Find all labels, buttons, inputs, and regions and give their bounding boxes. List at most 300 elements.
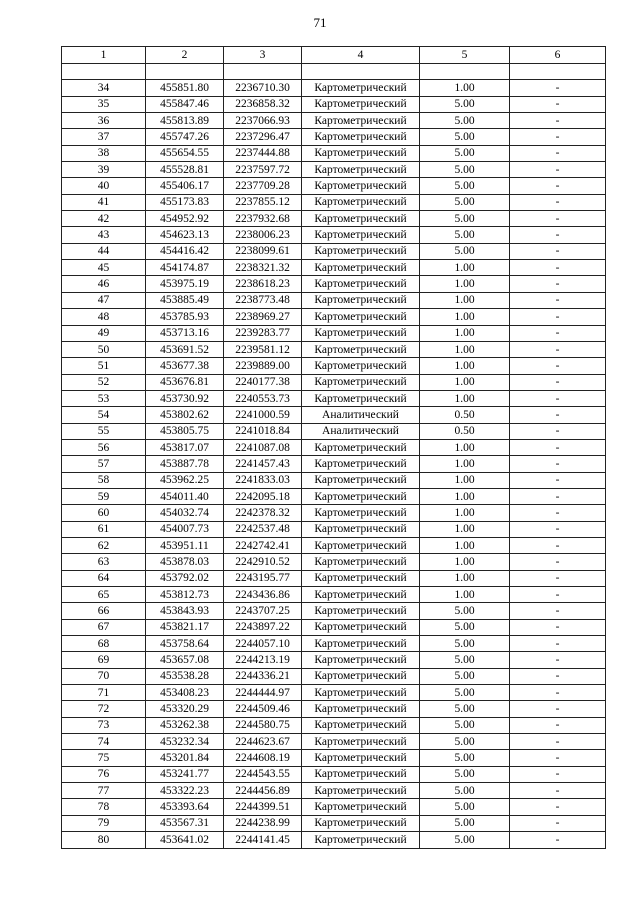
y-coordinate-cell: 2241000.59 bbox=[224, 407, 302, 423]
method-cell: Картометрический bbox=[302, 766, 420, 782]
method-cell: Картометрический bbox=[302, 832, 420, 848]
y-coordinate-cell: 2238773.48 bbox=[224, 292, 302, 308]
y-coordinate-cell: 2243897.22 bbox=[224, 619, 302, 635]
description-cell: - bbox=[510, 325, 606, 341]
point-number-cell: 51 bbox=[62, 358, 146, 374]
description-cell: - bbox=[510, 80, 606, 96]
x-coordinate-cell: 453232.34 bbox=[146, 734, 224, 750]
accuracy-cell: 5.00 bbox=[420, 162, 510, 178]
method-cell: Картометрический bbox=[302, 587, 420, 603]
table-row bbox=[62, 505, 606, 521]
point-number-cell: 37 bbox=[62, 129, 146, 145]
y-coordinate-cell: 2236710.30 bbox=[224, 80, 302, 96]
description-cell: - bbox=[510, 260, 606, 276]
table-row bbox=[62, 554, 606, 570]
accuracy-cell: 1.00 bbox=[420, 554, 510, 570]
accuracy-cell: 1.00 bbox=[420, 80, 510, 96]
coordinates-table bbox=[61, 46, 606, 849]
y-coordinate-cell: 2241457.43 bbox=[224, 456, 302, 472]
x-coordinate-cell: 454623.13 bbox=[146, 227, 224, 243]
x-coordinate-cell: 453322.23 bbox=[146, 783, 224, 799]
accuracy-cell: 1.00 bbox=[420, 456, 510, 472]
x-coordinate-cell: 453241.77 bbox=[146, 766, 224, 782]
accuracy-cell: 5.00 bbox=[420, 701, 510, 717]
description-cell: - bbox=[510, 178, 606, 194]
x-coordinate-cell: 453758.64 bbox=[146, 636, 224, 652]
x-coordinate-cell: 453393.64 bbox=[146, 799, 224, 815]
table-row bbox=[62, 456, 606, 472]
accuracy-cell: 1.00 bbox=[420, 374, 510, 390]
y-coordinate-cell: 2244141.45 bbox=[224, 832, 302, 848]
y-coordinate-cell: 2240553.73 bbox=[224, 390, 302, 406]
description-cell: - bbox=[510, 505, 606, 521]
description-cell: - bbox=[510, 456, 606, 472]
table-row bbox=[62, 145, 606, 161]
x-coordinate-cell: 453262.38 bbox=[146, 717, 224, 733]
y-coordinate-cell: 2244238.99 bbox=[224, 815, 302, 831]
description-cell bbox=[510, 64, 606, 80]
accuracy-cell: 0.50 bbox=[420, 407, 510, 423]
point-number-cell: 55 bbox=[62, 423, 146, 439]
point-number-cell: 53 bbox=[62, 390, 146, 406]
point-number-cell: 61 bbox=[62, 521, 146, 537]
description-cell: - bbox=[510, 162, 606, 178]
description-cell: - bbox=[510, 227, 606, 243]
method-cell: Картометрический bbox=[302, 292, 420, 308]
accuracy-cell: 5.00 bbox=[420, 668, 510, 684]
description-cell: - bbox=[510, 211, 606, 227]
x-coordinate-cell: 455173.83 bbox=[146, 194, 224, 210]
accuracy-cell: 1.00 bbox=[420, 439, 510, 455]
description-cell: - bbox=[510, 554, 606, 570]
table-row bbox=[62, 717, 606, 733]
table-row bbox=[62, 276, 606, 292]
accuracy-cell: 5.00 bbox=[420, 603, 510, 619]
description-cell: - bbox=[510, 799, 606, 815]
description-cell: - bbox=[510, 243, 606, 259]
point-number-cell: 71 bbox=[62, 685, 146, 701]
x-coordinate-cell: 455813.89 bbox=[146, 113, 224, 129]
description-cell: - bbox=[510, 145, 606, 161]
table-row bbox=[62, 652, 606, 668]
x-coordinate-cell: 454007.73 bbox=[146, 521, 224, 537]
description-cell: - bbox=[510, 488, 606, 504]
point-number-cell: 78 bbox=[62, 799, 146, 815]
y-coordinate-cell: 2242742.41 bbox=[224, 537, 302, 553]
point-number-cell bbox=[62, 64, 146, 80]
method-cell: Картометрический bbox=[302, 554, 420, 570]
y-coordinate-cell: 2244399.51 bbox=[224, 799, 302, 815]
accuracy-cell: 1.00 bbox=[420, 570, 510, 586]
point-number-cell: 72 bbox=[62, 701, 146, 717]
point-number-cell: 80 bbox=[62, 832, 146, 848]
y-coordinate-cell: 2242378.32 bbox=[224, 505, 302, 521]
accuracy-cell: 5.00 bbox=[420, 227, 510, 243]
description-cell: - bbox=[510, 783, 606, 799]
y-coordinate-cell: 2241833.03 bbox=[224, 472, 302, 488]
description-cell: - bbox=[510, 521, 606, 537]
method-cell: Картометрический bbox=[302, 260, 420, 276]
method-cell: Картометрический bbox=[302, 815, 420, 831]
column-header: 1 bbox=[62, 47, 146, 64]
x-coordinate-cell: 453975.19 bbox=[146, 276, 224, 292]
table-row bbox=[62, 292, 606, 308]
accuracy-cell: 5.00 bbox=[420, 243, 510, 259]
table-row bbox=[62, 194, 606, 210]
point-number-cell: 59 bbox=[62, 488, 146, 504]
description-cell: - bbox=[510, 341, 606, 357]
x-coordinate-cell: 453713.16 bbox=[146, 325, 224, 341]
y-coordinate-cell: 2244213.19 bbox=[224, 652, 302, 668]
point-number-cell: 43 bbox=[62, 227, 146, 243]
method-cell: Картометрический bbox=[302, 96, 420, 112]
point-number-cell: 68 bbox=[62, 636, 146, 652]
method-cell: Аналитический bbox=[302, 423, 420, 439]
x-coordinate-cell: 453802.62 bbox=[146, 407, 224, 423]
x-coordinate-cell: 453567.31 bbox=[146, 815, 224, 831]
column-header: 2 bbox=[146, 47, 224, 64]
method-cell: Картометрический bbox=[302, 521, 420, 537]
table-row bbox=[62, 64, 606, 80]
y-coordinate-cell: 2244509.46 bbox=[224, 701, 302, 717]
accuracy-cell: 5.00 bbox=[420, 799, 510, 815]
x-coordinate-cell: 455406.17 bbox=[146, 178, 224, 194]
table-row bbox=[62, 211, 606, 227]
x-coordinate-cell: 453821.17 bbox=[146, 619, 224, 635]
accuracy-cell: 5.00 bbox=[420, 178, 510, 194]
accuracy-cell: 5.00 bbox=[420, 717, 510, 733]
x-coordinate-cell: 453320.29 bbox=[146, 701, 224, 717]
table-row bbox=[62, 734, 606, 750]
y-coordinate-cell: 2239581.12 bbox=[224, 341, 302, 357]
accuracy-cell: 5.00 bbox=[420, 685, 510, 701]
description-cell: - bbox=[510, 129, 606, 145]
y-coordinate-cell: 2237597.72 bbox=[224, 162, 302, 178]
x-coordinate-cell: 453785.93 bbox=[146, 309, 224, 325]
table-row bbox=[62, 619, 606, 635]
point-number-cell: 65 bbox=[62, 587, 146, 603]
table-row bbox=[62, 815, 606, 831]
description-cell: - bbox=[510, 587, 606, 603]
accuracy-cell bbox=[420, 64, 510, 80]
accuracy-cell: 5.00 bbox=[420, 145, 510, 161]
accuracy-cell: 1.00 bbox=[420, 488, 510, 504]
x-coordinate-cell: 454174.87 bbox=[146, 260, 224, 276]
y-coordinate-cell: 2237932.68 bbox=[224, 211, 302, 227]
point-number-cell: 54 bbox=[62, 407, 146, 423]
description-cell: - bbox=[510, 537, 606, 553]
method-cell: Картометрический bbox=[302, 194, 420, 210]
table-body bbox=[62, 64, 606, 849]
table-row bbox=[62, 390, 606, 406]
method-cell: Картометрический bbox=[302, 472, 420, 488]
description-cell: - bbox=[510, 292, 606, 308]
point-number-cell: 38 bbox=[62, 145, 146, 161]
y-coordinate-cell: 2244456.89 bbox=[224, 783, 302, 799]
y-coordinate-cell: 2244444.97 bbox=[224, 685, 302, 701]
description-cell: - bbox=[510, 423, 606, 439]
accuracy-cell: 5.00 bbox=[420, 815, 510, 831]
accuracy-cell: 5.00 bbox=[420, 194, 510, 210]
accuracy-cell: 5.00 bbox=[420, 113, 510, 129]
point-number-cell: 63 bbox=[62, 554, 146, 570]
point-number-cell: 70 bbox=[62, 668, 146, 684]
table-row bbox=[62, 374, 606, 390]
description-cell: - bbox=[510, 668, 606, 684]
point-number-cell: 58 bbox=[62, 472, 146, 488]
y-coordinate-cell: 2238099.61 bbox=[224, 243, 302, 259]
x-coordinate-cell: 453691.52 bbox=[146, 341, 224, 357]
point-number-cell: 57 bbox=[62, 456, 146, 472]
point-number-cell: 60 bbox=[62, 505, 146, 521]
point-number-cell: 69 bbox=[62, 652, 146, 668]
description-cell: - bbox=[510, 358, 606, 374]
accuracy-cell: 5.00 bbox=[420, 96, 510, 112]
x-coordinate-cell: 453878.03 bbox=[146, 554, 224, 570]
description-cell: - bbox=[510, 766, 606, 782]
table-row bbox=[62, 96, 606, 112]
description-cell: - bbox=[510, 619, 606, 635]
description-cell: - bbox=[510, 815, 606, 831]
table-row bbox=[62, 178, 606, 194]
method-cell: Картометрический bbox=[302, 685, 420, 701]
page-number: 71 bbox=[313, 15, 327, 30]
accuracy-cell: 5.00 bbox=[420, 783, 510, 799]
x-coordinate-cell: 455654.55 bbox=[146, 145, 224, 161]
y-coordinate-cell: 2237296.47 bbox=[224, 129, 302, 145]
y-coordinate-cell: 2237066.93 bbox=[224, 113, 302, 129]
table-row bbox=[62, 701, 606, 717]
x-coordinate-cell: 455847.46 bbox=[146, 96, 224, 112]
method-cell: Аналитический bbox=[302, 407, 420, 423]
description-cell: - bbox=[510, 472, 606, 488]
point-number-cell: 49 bbox=[62, 325, 146, 341]
x-coordinate-cell: 453792.02 bbox=[146, 570, 224, 586]
x-coordinate-cell: 453951.11 bbox=[146, 537, 224, 553]
method-cell: Картометрический bbox=[302, 439, 420, 455]
method-cell: Картометрический bbox=[302, 325, 420, 341]
column-header: 3 bbox=[224, 47, 302, 64]
point-number-cell: 50 bbox=[62, 341, 146, 357]
table-row bbox=[62, 750, 606, 766]
description-cell: - bbox=[510, 717, 606, 733]
point-number-cell: 75 bbox=[62, 750, 146, 766]
accuracy-cell: 1.00 bbox=[420, 505, 510, 521]
y-coordinate-cell: 2238969.27 bbox=[224, 309, 302, 325]
description-cell: - bbox=[510, 570, 606, 586]
point-number-cell: 56 bbox=[62, 439, 146, 455]
accuracy-cell: 5.00 bbox=[420, 832, 510, 848]
point-number-cell: 77 bbox=[62, 783, 146, 799]
point-number-cell: 45 bbox=[62, 260, 146, 276]
x-coordinate-cell: 453408.23 bbox=[146, 685, 224, 701]
description-cell: - bbox=[510, 701, 606, 717]
point-number-cell: 62 bbox=[62, 537, 146, 553]
table-row bbox=[62, 227, 606, 243]
point-number-cell: 46 bbox=[62, 276, 146, 292]
point-number-cell: 36 bbox=[62, 113, 146, 129]
accuracy-cell: 1.00 bbox=[420, 325, 510, 341]
x-coordinate-cell: 453657.08 bbox=[146, 652, 224, 668]
x-coordinate-cell: 453817.07 bbox=[146, 439, 224, 455]
description-cell: - bbox=[510, 832, 606, 848]
accuracy-cell: 5.00 bbox=[420, 734, 510, 750]
x-coordinate-cell bbox=[146, 64, 224, 80]
y-coordinate-cell: 2243195.77 bbox=[224, 570, 302, 586]
y-coordinate-cell: 2244608.19 bbox=[224, 750, 302, 766]
accuracy-cell: 5.00 bbox=[420, 636, 510, 652]
table-row bbox=[62, 358, 606, 374]
table-row bbox=[62, 243, 606, 259]
y-coordinate-cell: 2236858.32 bbox=[224, 96, 302, 112]
y-coordinate-cell: 2237855.12 bbox=[224, 194, 302, 210]
table-row bbox=[62, 423, 606, 439]
y-coordinate-cell: 2239889.00 bbox=[224, 358, 302, 374]
method-cell: Картометрический bbox=[302, 145, 420, 161]
table-row bbox=[62, 80, 606, 96]
method-cell: Картометрический bbox=[302, 243, 420, 259]
method-cell: Картометрический bbox=[302, 734, 420, 750]
accuracy-cell: 5.00 bbox=[420, 766, 510, 782]
method-cell: Картометрический bbox=[302, 309, 420, 325]
accuracy-cell: 0.50 bbox=[420, 423, 510, 439]
x-coordinate-cell: 454032.74 bbox=[146, 505, 224, 521]
accuracy-cell: 5.00 bbox=[420, 129, 510, 145]
point-number-cell: 34 bbox=[62, 80, 146, 96]
method-cell: Картометрический bbox=[302, 570, 420, 586]
table-row bbox=[62, 636, 606, 652]
x-coordinate-cell: 453887.78 bbox=[146, 456, 224, 472]
method-cell: Картометрический bbox=[302, 603, 420, 619]
description-cell: - bbox=[510, 750, 606, 766]
x-coordinate-cell: 455747.26 bbox=[146, 129, 224, 145]
method-cell: Картометрический bbox=[302, 717, 420, 733]
method-cell: Картометрический bbox=[302, 783, 420, 799]
x-coordinate-cell: 453730.92 bbox=[146, 390, 224, 406]
table-row bbox=[62, 832, 606, 848]
table-row bbox=[62, 521, 606, 537]
table-row bbox=[62, 472, 606, 488]
y-coordinate-cell: 2238321.32 bbox=[224, 260, 302, 276]
table-row bbox=[62, 439, 606, 455]
point-number-cell: 52 bbox=[62, 374, 146, 390]
accuracy-cell: 5.00 bbox=[420, 619, 510, 635]
accuracy-cell: 5.00 bbox=[420, 652, 510, 668]
table-row bbox=[62, 162, 606, 178]
method-cell: Картометрический bbox=[302, 113, 420, 129]
y-coordinate-cell: 2239283.77 bbox=[224, 325, 302, 341]
accuracy-cell: 1.00 bbox=[420, 390, 510, 406]
table-row bbox=[62, 766, 606, 782]
x-coordinate-cell: 453677.38 bbox=[146, 358, 224, 374]
y-coordinate-cell: 2242537.48 bbox=[224, 521, 302, 537]
x-coordinate-cell: 453676.81 bbox=[146, 374, 224, 390]
point-number-cell: 48 bbox=[62, 309, 146, 325]
description-cell: - bbox=[510, 194, 606, 210]
y-coordinate-cell: 2244336.21 bbox=[224, 668, 302, 684]
accuracy-cell: 1.00 bbox=[420, 587, 510, 603]
description-cell: - bbox=[510, 603, 606, 619]
y-coordinate-cell: 2242910.52 bbox=[224, 554, 302, 570]
method-cell: Картометрический bbox=[302, 456, 420, 472]
table-header-row bbox=[62, 47, 606, 64]
point-number-cell: 47 bbox=[62, 292, 146, 308]
method-cell: Картометрический bbox=[302, 505, 420, 521]
method-cell: Картометрический bbox=[302, 636, 420, 652]
table-row bbox=[62, 129, 606, 145]
x-coordinate-cell: 453843.93 bbox=[146, 603, 224, 619]
point-number-cell: 73 bbox=[62, 717, 146, 733]
description-cell: - bbox=[510, 390, 606, 406]
x-coordinate-cell: 453805.75 bbox=[146, 423, 224, 439]
x-coordinate-cell: 453641.02 bbox=[146, 832, 224, 848]
y-coordinate-cell: 2244580.75 bbox=[224, 717, 302, 733]
y-coordinate-cell: 2237444.88 bbox=[224, 145, 302, 161]
accuracy-cell: 5.00 bbox=[420, 750, 510, 766]
y-coordinate-cell: 2241087.08 bbox=[224, 439, 302, 455]
y-coordinate-cell: 2244543.55 bbox=[224, 766, 302, 782]
method-cell: Картометрический bbox=[302, 358, 420, 374]
table-row bbox=[62, 407, 606, 423]
x-coordinate-cell: 454011.40 bbox=[146, 488, 224, 504]
method-cell: Картометрический bbox=[302, 374, 420, 390]
y-coordinate-cell: 2237709.28 bbox=[224, 178, 302, 194]
point-number-cell: 42 bbox=[62, 211, 146, 227]
accuracy-cell: 1.00 bbox=[420, 521, 510, 537]
x-coordinate-cell: 453885.49 bbox=[146, 292, 224, 308]
accuracy-cell: 1.00 bbox=[420, 309, 510, 325]
description-cell: - bbox=[510, 652, 606, 668]
table-row bbox=[62, 260, 606, 276]
table-row bbox=[62, 570, 606, 586]
method-cell: Картометрический bbox=[302, 652, 420, 668]
point-number-cell: 40 bbox=[62, 178, 146, 194]
method-cell: Картометрический bbox=[302, 227, 420, 243]
method-cell: Картометрический bbox=[302, 750, 420, 766]
table-row bbox=[62, 325, 606, 341]
description-cell: - bbox=[510, 276, 606, 292]
y-coordinate-cell bbox=[224, 64, 302, 80]
point-number-cell: 44 bbox=[62, 243, 146, 259]
x-coordinate-cell: 455851.80 bbox=[146, 80, 224, 96]
method-cell: Картометрический bbox=[302, 799, 420, 815]
table-row bbox=[62, 537, 606, 553]
x-coordinate-cell: 453201.84 bbox=[146, 750, 224, 766]
accuracy-cell: 1.00 bbox=[420, 472, 510, 488]
x-coordinate-cell: 453812.73 bbox=[146, 587, 224, 603]
method-cell: Картометрический bbox=[302, 341, 420, 357]
description-cell: - bbox=[510, 96, 606, 112]
method-cell: Картометрический bbox=[302, 129, 420, 145]
description-cell: - bbox=[510, 636, 606, 652]
point-number-cell: 39 bbox=[62, 162, 146, 178]
accuracy-cell: 1.00 bbox=[420, 292, 510, 308]
x-coordinate-cell: 453538.28 bbox=[146, 668, 224, 684]
method-cell: Картометрический bbox=[302, 276, 420, 292]
method-cell: Картометрический bbox=[302, 668, 420, 684]
method-cell: Картометрический bbox=[302, 80, 420, 96]
description-cell: - bbox=[510, 439, 606, 455]
description-cell: - bbox=[510, 374, 606, 390]
table-row bbox=[62, 488, 606, 504]
description-cell: - bbox=[510, 685, 606, 701]
y-coordinate-cell: 2240177.38 bbox=[224, 374, 302, 390]
point-number-cell: 67 bbox=[62, 619, 146, 635]
table-row bbox=[62, 113, 606, 129]
point-number-cell: 74 bbox=[62, 734, 146, 750]
method-cell bbox=[302, 64, 420, 80]
method-cell: Картометрический bbox=[302, 537, 420, 553]
